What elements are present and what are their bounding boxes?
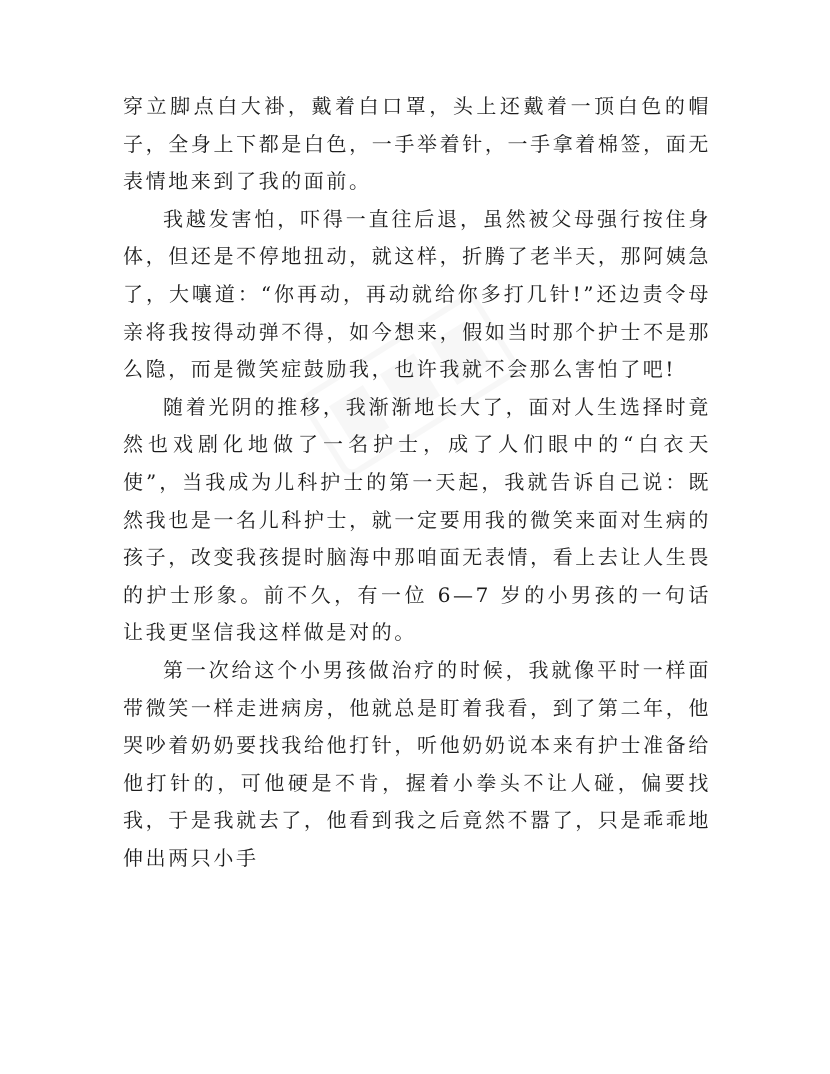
paragraph-3: 随着光阴的推移，我渐渐地长大了，面对人生选择时竟然也戏剧化地做了一名护士，成了人们眼中的“白衣天使”，当我成为儿科护士的第一天起，我就告诉自己说：既然我也是一名儿科护士，就一定要用我的微笑来面对生病的孩子，改变我孩提时脑海中那咱面无表情，看上去让人生畏的护士形象。前不久，有一位 6—7 岁的小男孩的一句话让我更坚信我这样做是对的。 <box>123 394 711 645</box>
paragraph-1: 穿立脚点白大褂，戴着白口罩，头上还戴着一顶白色的帽子，全身上下都是白色，一手举着针，一手拿着棉签，面无表情地来到了我的面前。 <box>123 94 711 194</box>
paragraph-4: 第一次给这个小男孩做治疗的时候，我就像平时一样面带微笑一样走进病房，他就总是盯着我看，到了第二年，他哭吵着奶奶要找我给他打针，听他奶奶说本来有护士准备给他打针的，可他硬是不肯，握着小拳头不让人碰，偏要找我，于是我就去了，他看到我之后竟然不嚣了，只是乖乖地伸出两只小手 <box>123 657 711 870</box>
document-body <box>123 88 711 877</box>
paragraph-2: 我越发害怕，吓得一直往后退，虽然被父母强行按住身体，但还是不停地扭动，就这样，折腾了老半天，那阿姨急了，大嚷道：“你再动，再动就给你多打几针!”还边责令母亲将我按得动弹不得，如今想来，假如当时那个护士不是那么隐，而是微笑症鼓励我，也许我就不会那么害怕了吧! <box>123 206 711 382</box>
